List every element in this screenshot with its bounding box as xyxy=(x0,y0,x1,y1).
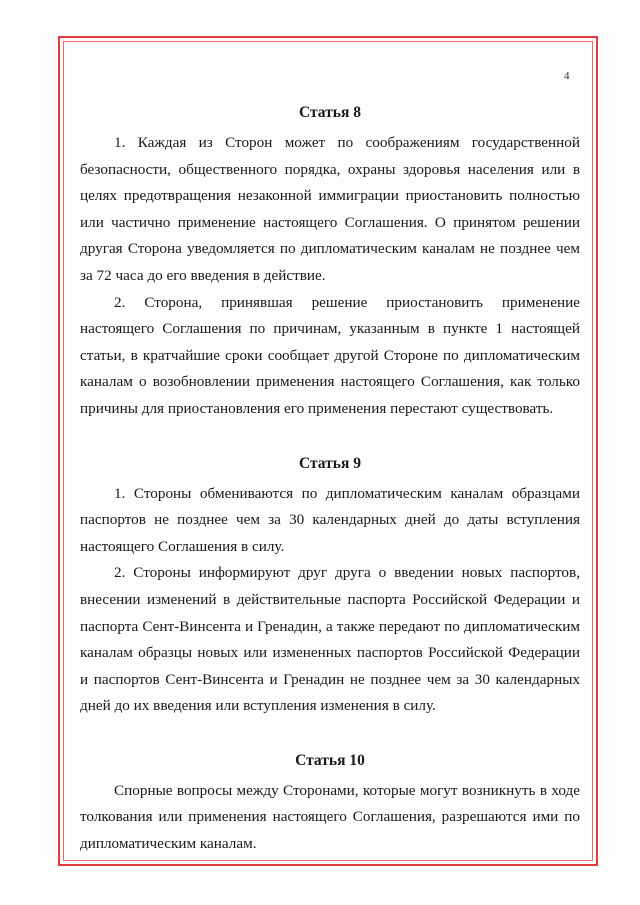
page-number: 4 xyxy=(564,70,570,82)
article-paragraph: 2. Сторона, принявшая решение приостановить применение настоящего Соглашения по причинам, указанным в пункте 1 настоящей статьи, в кратчайшие сроки сообщает другой Стороне по дипломатическим каналам о возобновлении применения настоящего Соглашения, как только причины для приостановления его применения перестают существовать. xyxy=(80,293,580,417)
article-heading: Статья 9 xyxy=(299,454,361,472)
article-paragraph: Спорные вопросы между Сторонами, которые могут возникнуть в ходе толкования или применения настоящего Соглашения, разрешаются ими по дипломатическим каналам. xyxy=(80,781,580,853)
article-10 xyxy=(80,748,580,858)
article-heading: Статья 10 xyxy=(295,751,365,769)
document-body xyxy=(80,100,580,858)
article-heading: Статья 8 xyxy=(299,104,361,121)
article-paragraph: 1. Каждая из Сторон может по соображениям государственной безопасности, общественного порядка, охраны здоровья населения или в целях предотвращения незаконной иммиграции приостановить полностью или частично применение настоящего Соглашения. О принятом решении другая Сторона уведомляется по дипломатическим каналам не позднее чем за 72 часа до его введения в действие. xyxy=(80,134,580,284)
article-8 xyxy=(80,100,580,423)
article-9 xyxy=(80,451,580,720)
article-paragraph: 2. Стороны информируют друг друга о введении новых паспортов, внесении изменений в действительные паспорта Российской Федерации и паспорта Сент-Винсента и Гренадин, а также передают по дипломатическим каналам образцы новых или измененных паспортов Российской Федерации и паспортов Сент-Винсента и Гренадин не позднее чем за 30 календарных дней до их введения или вступления изменения в силу. xyxy=(80,564,580,715)
article-paragraph: 1. Стороны обмениваются по дипломатическим каналам образцами паспортов не позднее чем за 30 календарных дней до даты вступления настоящего Соглашения в силу. xyxy=(80,484,580,555)
